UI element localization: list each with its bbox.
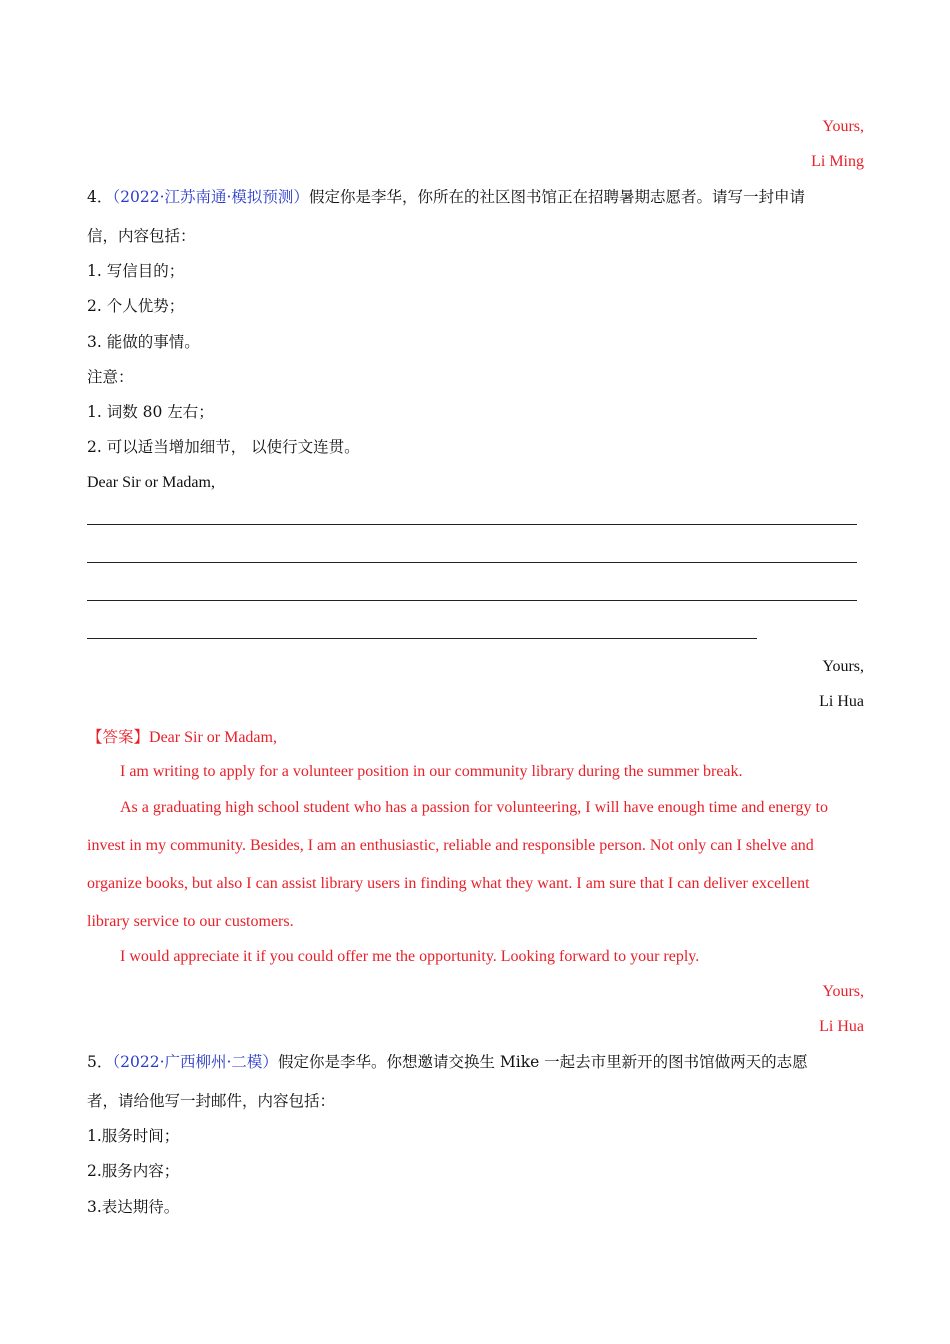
q4-line1 bbox=[87, 187, 805, 207]
q4-salutation: Dear Sir or Madam, bbox=[87, 474, 215, 491]
q4-prompt-2: 信，内容包括： bbox=[87, 227, 196, 245]
answer4-para2-line1: As a graduating high school student who has a passion for volunteering, I will have enough time and energy to bbox=[120, 799, 828, 816]
writing-line bbox=[87, 600, 857, 601]
writing-line bbox=[87, 524, 857, 525]
prev-signature: Li Ming bbox=[811, 153, 864, 170]
prev-sign-off: Yours, bbox=[822, 118, 864, 135]
answer-label: 【答案】 bbox=[87, 728, 150, 746]
answer4-para2-line2: invest in my community. Besides, I am an enthusiastic, reliable and responsible person. Not only can I shelve and bbox=[87, 837, 814, 854]
writing-line bbox=[87, 562, 857, 563]
q5-number: 5． bbox=[87, 1053, 113, 1071]
writing-line bbox=[87, 638, 757, 639]
answer4-sign-off: Yours, bbox=[822, 983, 864, 1000]
q4-note-label: 注意： bbox=[87, 368, 134, 386]
answer4-salutation: Dear Sir or Madam, bbox=[149, 729, 277, 746]
q5-point-1: 1.服务时间； bbox=[87, 1127, 180, 1145]
q4-number: 4． bbox=[87, 188, 113, 206]
q4-point-1: 1. 写信目的； bbox=[87, 262, 185, 280]
answer4-para2-line3: organize books, but also I can assist library users in finding what they want. I am sure that I can deliver excellent bbox=[87, 875, 810, 892]
q4-prompt-1: 假定你是李华，你所在的社区图书馆正在招聘暑期志愿者。请写一封申请 bbox=[308, 188, 805, 206]
q4-point-3: 3. 能做的事情。 bbox=[87, 333, 200, 351]
q4-signature: Li Hua bbox=[819, 693, 864, 710]
q4-source: （2022·江苏南通·模拟预测） bbox=[112, 188, 309, 206]
q4-note-1: 1. 词数 80 左右； bbox=[87, 403, 214, 421]
q5-source: （2022·广西柳州·二模） bbox=[112, 1053, 278, 1071]
q4-sign-off: Yours, bbox=[822, 658, 864, 675]
q5-line1 bbox=[87, 1052, 808, 1072]
answer4-first-line bbox=[87, 727, 277, 748]
q4-note-2: 2. 可以适当增加细节， 以使行文连贯。 bbox=[87, 438, 360, 456]
answer4-signature: Li Hua bbox=[819, 1018, 864, 1035]
answer4-para1: I am writing to apply for a volunteer position in our community library during the summer break. bbox=[120, 763, 743, 780]
q5-point-2: 2.服务内容； bbox=[87, 1162, 180, 1180]
q5-prompt-1: 假定你是李华。你想邀请交换生 Mike 一起去市里新开的图书馆做两天的志愿 bbox=[277, 1053, 808, 1071]
q5-point-3: 3.表达期待。 bbox=[87, 1198, 180, 1216]
q5-prompt-2: 者，请给他写一封邮件，内容包括： bbox=[87, 1092, 336, 1110]
answer4-para3: I would appreciate it if you could offer me the opportunity. Looking forward to your reply. bbox=[120, 948, 700, 965]
answer4-para2-line4: library service to our customers. bbox=[87, 913, 294, 930]
q4-point-2: 2. 个人优势； bbox=[87, 297, 185, 315]
